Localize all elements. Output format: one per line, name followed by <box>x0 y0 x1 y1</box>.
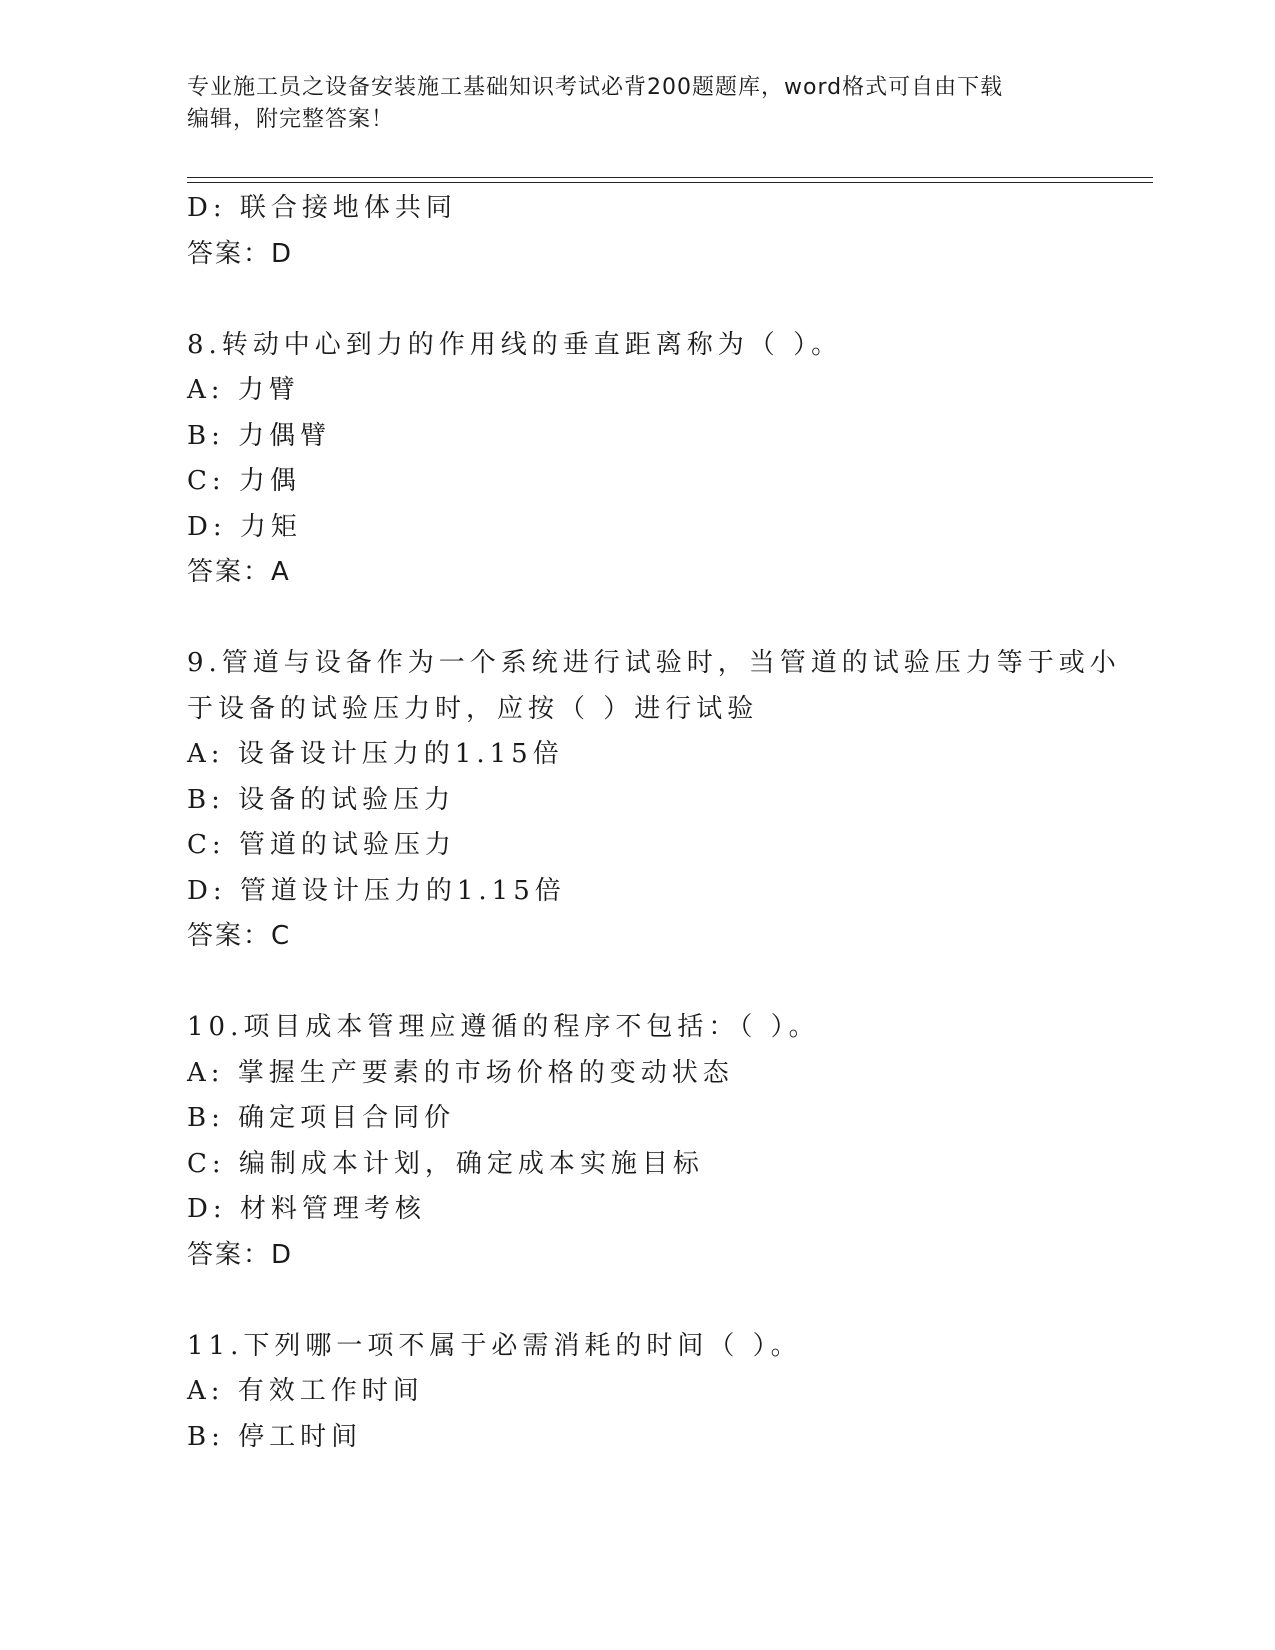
header-rule-top <box>187 177 1153 178</box>
q8-answer: 答案：A <box>187 557 291 587</box>
q7-answer: 答案：D <box>187 238 294 269</box>
q8-option-a: A: 力臂 <box>187 375 300 405</box>
q9-stem-line-2: 于设备的试验压力时，应按（ ）进行试验 <box>187 693 759 724</box>
header-title-line-2: 编辑，附完整答案！ <box>187 107 395 132</box>
q9-option-a: A: 设备设计压力的1.15倍 <box>187 739 564 769</box>
q11-stem: 11.下列哪一项不属于必需消耗的时间（ ）。 <box>187 1330 802 1361</box>
q8-stem: 8.转动中心到力的作用线的垂直距离称为（ ）。 <box>187 329 843 360</box>
question-9 <box>187 641 1147 960</box>
q11-option-a: A: 有效工作时间 <box>187 1376 424 1406</box>
q9-answer: 答案：C <box>187 921 292 951</box>
question-10 <box>187 1005 1147 1278</box>
q8-option-b: B: 力偶臂 <box>187 420 332 451</box>
page-header <box>187 72 1087 136</box>
question-list <box>187 186 1147 1460</box>
header-rule-bottom <box>187 182 1153 183</box>
spacer <box>187 277 1147 323</box>
spacer <box>187 596 1147 642</box>
spacer <box>187 960 1147 1006</box>
header-title-line-1: 专业施工员之设备安装施工基础知识考试必背200题题库，word格式可自由下载 <box>187 75 1004 100</box>
q8-option-d: D: 力矩 <box>187 511 302 542</box>
q10-option-c: C: 编制成本计划，确定成本实施目标 <box>187 1148 704 1179</box>
q10-stem: 10.项目成本管理应遵循的程序不包括：（ ）。 <box>187 1012 820 1042</box>
q8-option-c: C: 力偶 <box>187 466 301 496</box>
q10-option-b: B: 确定项目合同价 <box>187 1103 456 1133</box>
q11-option-b: B: 停工时间 <box>187 1421 363 1452</box>
q9-option-b: B: 设备的试验压力 <box>187 784 456 815</box>
q9-option-d: D: 管道设计压力的1.15倍 <box>187 875 566 906</box>
q9-option-c: C: 管道的试验压力 <box>187 830 456 860</box>
q7-option-d: D: 联合接地体共同 <box>187 193 457 223</box>
spacer <box>187 1278 1147 1324</box>
q10-option-a: A: 掌握生产要素的市场价格的变动状态 <box>187 1057 734 1088</box>
q10-answer: 答案：D <box>187 1239 294 1270</box>
question-11 <box>187 1324 1147 1461</box>
question-7-tail <box>187 186 1147 277</box>
q10-option-d: D: 材料管理考核 <box>187 1194 426 1224</box>
q9-stem-line-1: 9.管道与设备作为一个系统进行试验时，当管道的试验压力等于或小 <box>187 648 1121 678</box>
question-8 <box>187 323 1147 596</box>
